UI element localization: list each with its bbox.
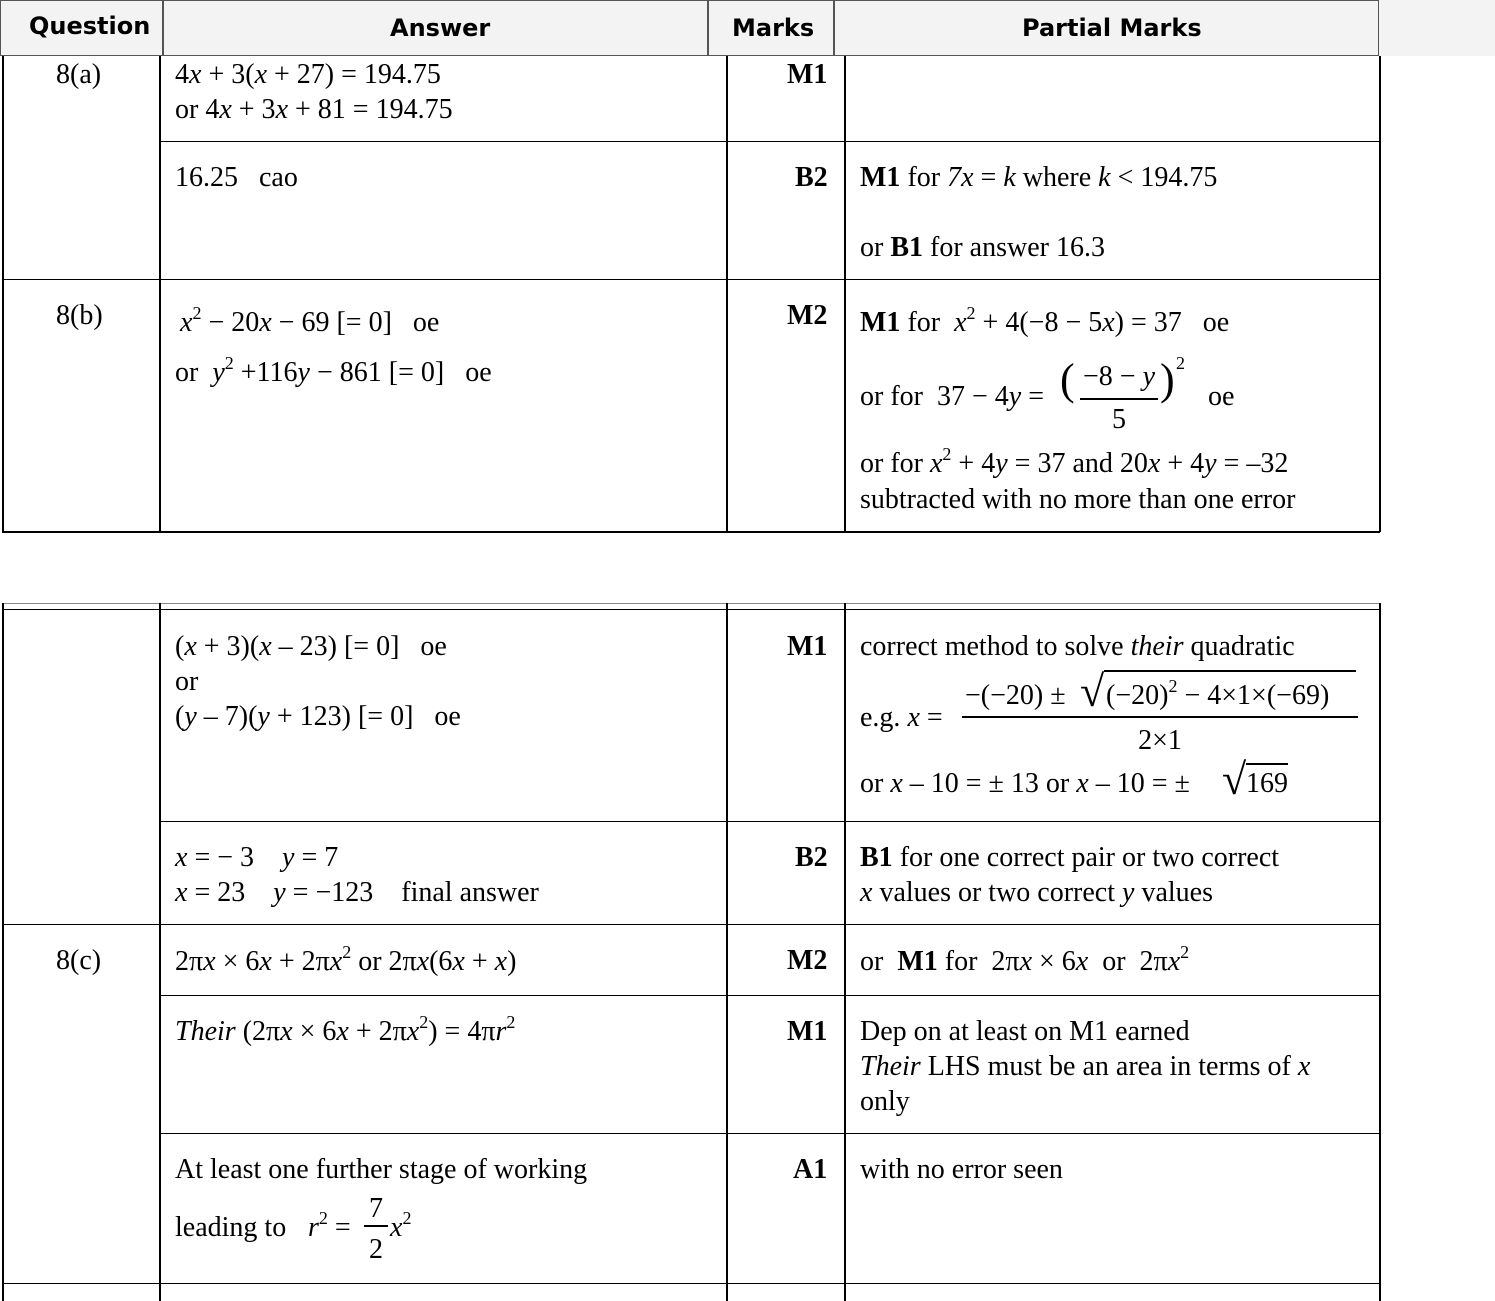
mark-cell: B2 — [795, 842, 828, 873]
header-question: Question — [29, 12, 151, 40]
partial-line: or for 37 − 4y = — [860, 381, 1044, 412]
answer-line: (x + 3)(x – 23) [= 0] oe — [175, 631, 447, 662]
fraction — [1078, 363, 1160, 391]
answer-line: 16.25 cao — [175, 162, 298, 193]
mark-cell: B2 — [795, 162, 828, 193]
answer-line: (y – 7)(y + 123) [= 0] oe — [175, 701, 461, 732]
header-answer: Answer — [390, 14, 491, 42]
partial-line: only — [860, 1086, 910, 1117]
radicand: 169 — [1246, 768, 1288, 799]
answer-line: $2\pi x \times 6x + 2\pi x^2$ or 2πx(6x + x) — [175, 942, 517, 977]
paren-left: ( — [1060, 355, 1075, 404]
answer-line: At least one further stage of working — [175, 1154, 588, 1185]
sqrt-icon: √ — [1080, 667, 1105, 716]
partial-line: M1 for 7x = k where k < 194.75 — [860, 162, 1218, 193]
formula-denominator: 2×1 — [1138, 725, 1182, 756]
question-cell: 8(b) — [56, 300, 103, 331]
formula-numerator: −(−20) ± — [965, 680, 1066, 711]
answer-formula: $x^2$ — [390, 1208, 412, 1243]
partial-line: M1 for $x^2 + 4(-8 - 5x) = 37$ oe — [860, 303, 1230, 338]
answer-line: or — [175, 666, 199, 697]
mark-cell: M2 — [787, 945, 828, 976]
paren-right: ) — [1160, 355, 1175, 404]
formula-radicand: $(-20)^2 - 4\times 1\times(-69)$ — [1106, 676, 1330, 711]
answer-line: leading to — [175, 1212, 287, 1243]
fraction-numerator: −8 − y — [1082, 361, 1156, 392]
partial-line: or B1 for answer 16.3 — [860, 232, 1105, 263]
partial-line: x values or two correct y values — [860, 877, 1213, 908]
partial-line: e.g. x = — [860, 702, 943, 733]
fraction-numerator: 7 — [369, 1193, 383, 1224]
fraction-denominator: 2 — [369, 1234, 383, 1265]
mark-cell: M2 — [787, 300, 828, 331]
mark-cell: M1 — [787, 631, 828, 662]
superscript: 2 — [1176, 353, 1185, 373]
sqrt-bar — [1246, 763, 1288, 765]
mark-cell: M1 — [787, 59, 828, 90]
sqrt-icon: √ — [1222, 755, 1247, 804]
header-marks: Marks — [732, 14, 815, 42]
partial-line: or for $x^2 + 4y = 37$ and 20x + 4y = –32 — [860, 444, 1289, 479]
header-partial-marks: Partial Marks — [1022, 14, 1202, 42]
answer-line: x = 23 y = −123 final answer — [175, 877, 539, 908]
answer-line: Their $(2\pi x \times 6x + 2\pi x^2) = 4\pi r^2$ — [175, 1012, 516, 1047]
partial-line: subtracted with no more than one error — [860, 484, 1296, 515]
sqrt-bar — [1104, 670, 1356, 672]
partial-line: Dep on at least on M1 earned — [860, 1016, 1190, 1047]
answer-formula: $r^2$ = — [308, 1208, 351, 1243]
partial-line: or x – 10 = ± 13 or x – 10 = ± — [860, 768, 1190, 799]
fraction-denominator: 5 — [1112, 404, 1126, 435]
answer-line: $x^2 - 20x - 69$ [= 0] oe — [180, 303, 440, 338]
answer-line: or $y^2 +116y - 861$ [= 0] oe — [175, 353, 492, 388]
partial-line: correct method to solve their quadratic — [860, 631, 1295, 662]
partial-line: B1 for one correct pair or two correct — [860, 842, 1280, 873]
question-cell: 8(c) — [56, 945, 102, 976]
answer-line: x = − 3 y = 7 — [175, 842, 339, 873]
answer-line: or 4x + 3x + 81 = 194.75 — [175, 94, 453, 125]
partial-line: oe — [1208, 381, 1235, 412]
fraction-bar — [364, 1225, 388, 1227]
mark-cell: A1 — [793, 1154, 828, 1185]
partial-line: or M1 for 2πx × 6x or $2\pi x^2$ — [860, 942, 1190, 977]
partial-line: with no error seen — [860, 1154, 1063, 1185]
partial-line: Their LHS must be an area in terms of x — [860, 1051, 1311, 1082]
question-cell: 8(a) — [56, 59, 102, 90]
fraction-bar — [1080, 398, 1158, 400]
answer-line: 4x + 3(x + 27) = 194.75 — [175, 59, 441, 90]
mark-cell: M1 — [787, 1016, 828, 1047]
fraction-bar — [962, 716, 1358, 718]
